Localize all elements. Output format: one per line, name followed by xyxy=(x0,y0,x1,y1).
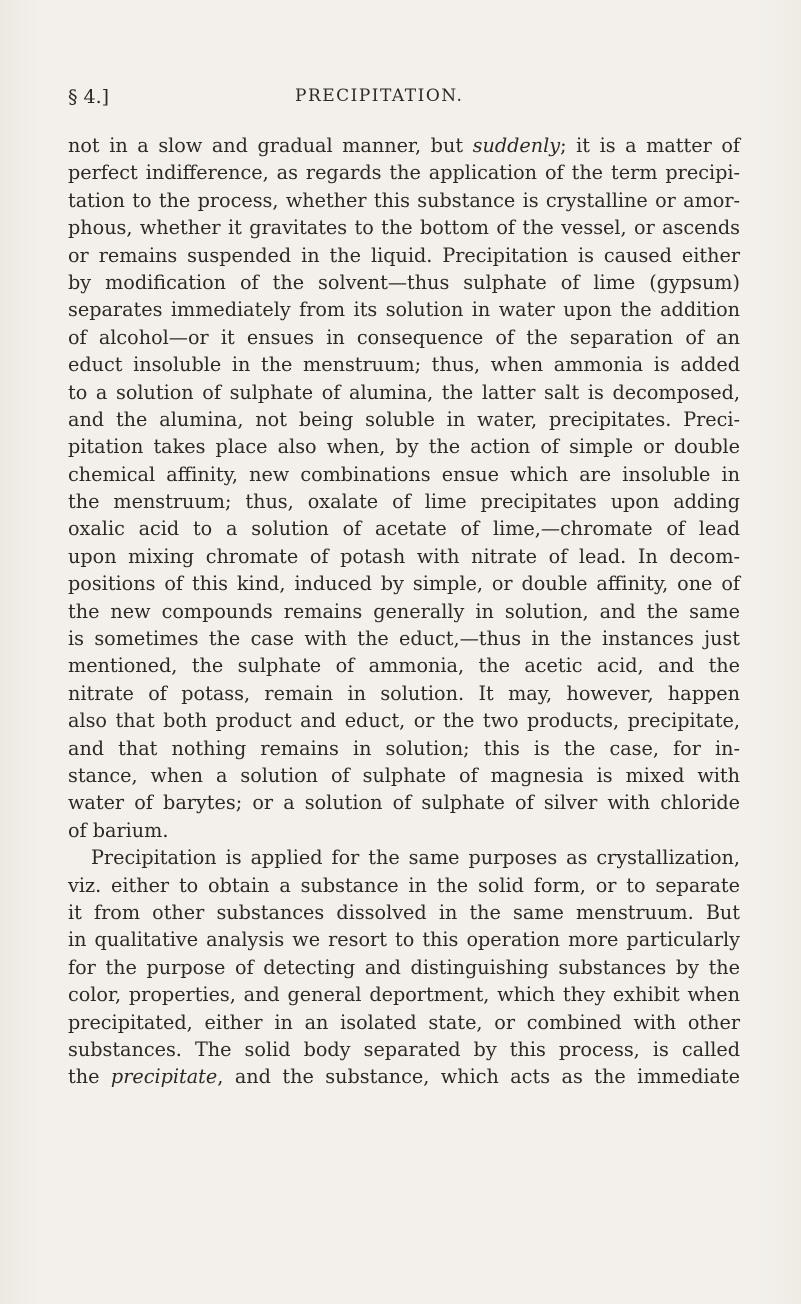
paragraph-1 xyxy=(68,132,740,844)
text-line: color, properties, and general deportment, which they exhibit when xyxy=(68,983,740,1007)
text-line: perfect indifference, as regards the application of the term precipi- xyxy=(68,161,740,185)
text-line: the new compounds remains generally in solution, and the same xyxy=(68,599,740,623)
text-line: Precipitation is applied for the same purposes as crystallization, xyxy=(91,846,740,870)
text-line: not in a slow and gradual manner, but suddenly; it is a matter of xyxy=(68,134,740,157)
text-line: of barium. xyxy=(68,818,169,842)
text-line: nitrate of potass, remain in solution. It may, however, happen xyxy=(68,681,740,705)
text-line: pitation takes place also when, by the action of simple or double xyxy=(68,435,740,459)
paragraph-2 xyxy=(68,844,740,1091)
section-reference: § 4.] xyxy=(68,86,110,108)
text-line: by modification of the solvent—thus sulphate of lime (gypsum) xyxy=(68,270,740,294)
text-line: tation to the process, whether this substance is crystalline or amor- xyxy=(68,188,740,212)
emphasis: precipitate xyxy=(110,1065,218,1089)
text-line: chemical affinity, new combinations ensue which are insoluble in xyxy=(68,462,740,486)
text-line: and that nothing remains in solution; this is the case, for in- xyxy=(68,736,740,760)
page-header xyxy=(68,86,728,114)
text-line: also that both product and educt, or the two products, precipitate, xyxy=(68,709,740,733)
text-line: is sometimes the case with the educt,—thus in the instances just xyxy=(68,627,740,651)
body-text xyxy=(68,132,740,1091)
running-title: PRECIPITATION. xyxy=(295,86,464,106)
text-line: positions of this kind, induced by simple, or double affinity, one of xyxy=(68,572,740,596)
text-line: mentioned, the sulphate of ammonia, the acetic acid, and the xyxy=(68,654,740,678)
text-line: in qualitative analysis we resort to this operation more particularly xyxy=(68,928,740,952)
text-line: water of barytes; or a solution of sulphate of silver with chloride xyxy=(68,791,740,815)
text-line: to a solution of sulphate of alumina, the latter salt is decomposed, xyxy=(68,380,740,404)
text-line: the menstruum; thus, oxalate of lime precipitates upon adding xyxy=(68,490,740,514)
text-line: it from other substances dissolved in the same menstruum. But xyxy=(68,900,740,924)
emphasis: suddenly xyxy=(472,134,561,157)
text-line: the precipitate, and the substance, which acts as the immediate xyxy=(68,1065,740,1089)
text-line: separates immediately from its solution in water upon the addition xyxy=(68,298,740,322)
text-line: viz. either to obtain a substance in the solid form, or to separate xyxy=(68,873,740,897)
text-line: oxalic acid to a solution of acetate of lime,—chromate of lead xyxy=(68,517,740,541)
text-line: phous, whether it gravitates to the bottom of the vessel, or ascends xyxy=(68,216,740,240)
text-line: upon mixing chromate of potash with nitrate of lead. In decom- xyxy=(68,544,740,568)
text-line: substances. The solid body separated by this process, is called xyxy=(68,1037,740,1061)
text-line: for the purpose of detecting and distinguishing substances by the xyxy=(68,955,740,979)
text-line: and the alumina, not being soluble in water, precipitates. Preci- xyxy=(68,407,740,431)
text-line: of alcohol—or it ensues in consequence of the separation of an xyxy=(68,325,740,349)
text-line: precipitated, either in an isolated state, or combined with other xyxy=(68,1010,740,1034)
text-line: educt insoluble in the menstruum; thus, when ammonia is added xyxy=(68,353,740,377)
text-line: stance, when a solution of sulphate of magnesia is mixed with xyxy=(68,763,740,787)
text-line: or remains suspended in the liquid. Precipitation is caused either xyxy=(68,243,740,267)
